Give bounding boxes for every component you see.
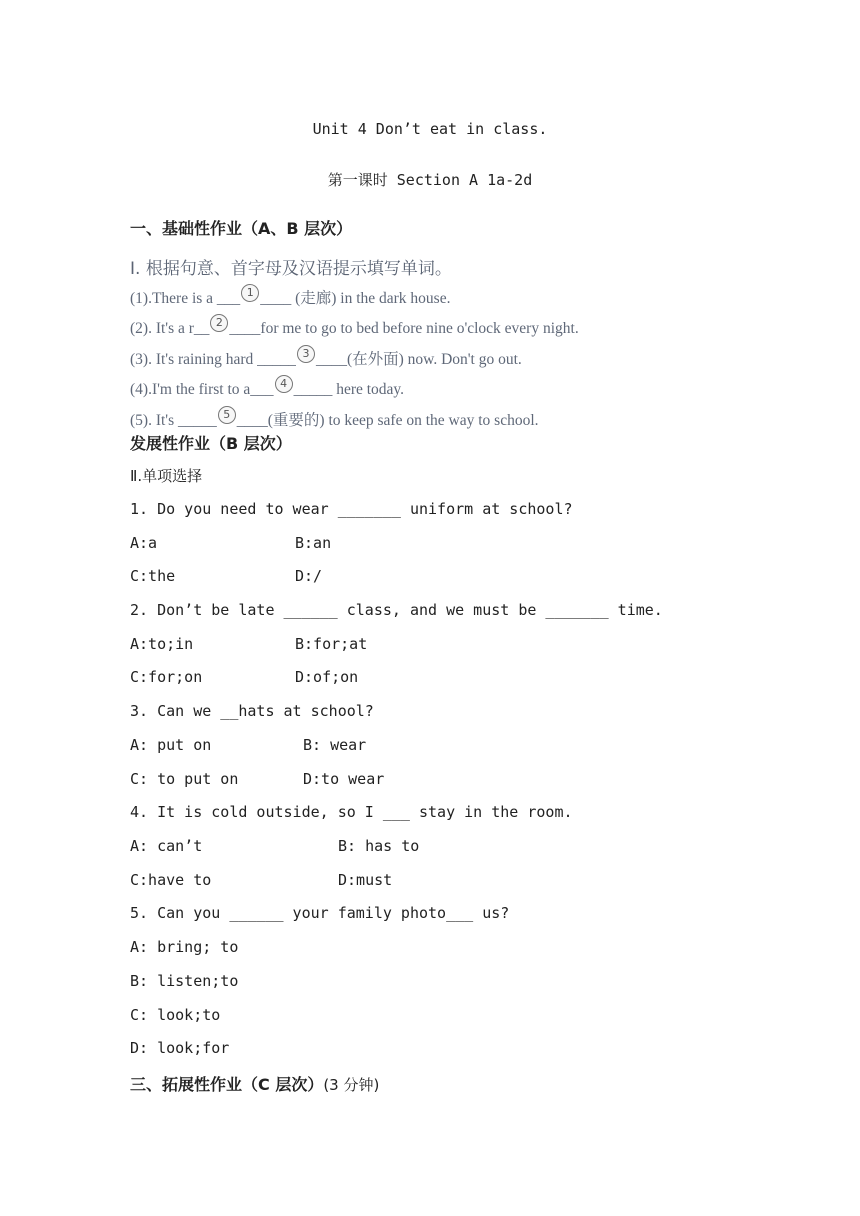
q2-option-d: D:of;on [295,668,359,686]
circled-number-3: 3 [297,345,315,363]
section2-part-title: Ⅱ.单项选择 [130,467,203,485]
q1-option-d: D:/ [295,567,323,585]
question-5: 5. Can you ______ your family photo___ us? [130,904,510,922]
circled-number-4: 4 [275,375,293,393]
q2-option-a: A:to;in [130,635,194,653]
circled-number-1: 1 [241,284,259,302]
q3-option-b: B: wear [303,736,367,754]
fill-item-3 [130,345,522,369]
section2-heading: 发展性作业（B 层次） [130,434,292,453]
circled-number-2: 2 [210,314,228,332]
section1-heading: 一、基础性作业（A、B 层次） [130,219,353,238]
section3-heading-text: 三、拓展性作业（C 层次） [130,1075,324,1094]
q1-option-c: C:the [130,567,176,585]
q3-option-c: C: to put on [130,770,239,788]
q1-option-b: B:an [295,534,332,552]
lesson-title: 第一课时 Section A 1a-2d [327,171,533,189]
fill-item-5-post: ____(重要的) to keep safe on the way to school. [236,412,539,429]
q3-option-a: A: put on [130,736,212,754]
q5-option-c: C: look;to [130,1006,221,1024]
question-2: 2. Don’t be late ______ class, and we must be _______ time. [130,601,663,619]
q4-option-a: A: can’t [130,837,203,855]
circled-number-5: 5 [218,406,236,424]
fill-item-1 [130,284,450,308]
question-3: 3. Can we __hats at school? [130,702,374,720]
section3-time-note: (3 分钟) [323,1076,380,1094]
fill-item-5-pre: (5). It's _____ [130,412,217,429]
fill-item-2 [130,314,579,338]
fill-item-4 [130,375,404,399]
fill-item-4-pre: (4).I'm the first to a___ [130,381,274,398]
section1-part-title: I. 根据句意、首字母及汉语提示填写单词。 [130,259,452,279]
section3-heading [130,1072,379,1095]
fill-item-3-post: ____(在外面) now. Don't go out. [315,351,522,368]
fill-item-1-post: ____ (走廊) in the dark house. [260,290,451,307]
question-4: 4. It is cold outside, so I ___ stay in the room. [130,803,573,821]
q3-option-d: D:to wear [303,770,385,788]
fill-item-4-post: _____ here today. [293,381,405,398]
fill-item-5 [130,406,539,430]
q4-option-c: C:have to [130,871,212,889]
q5-option-d: D: look;for [130,1039,230,1057]
fill-item-3-pre: (3). It's raining hard _____ [130,351,296,368]
q4-option-d: D:must [338,871,393,889]
q4-option-b: B: has to [338,837,420,855]
fill-item-1-pre: (1).There is a ___ [130,290,241,307]
q2-option-c: C:for;on [130,668,203,686]
q5-option-b: B: listen;to [130,972,239,990]
q1-option-a: A:a [130,534,158,552]
question-1: 1. Do you need to wear _______ uniform at school? [130,500,573,518]
q5-option-a: A: bring; to [130,938,239,956]
fill-item-2-post: ____for me to go to bed before nine o'clock every night. [229,320,579,337]
fill-item-2-pre: (2). It's a r__ [130,320,210,337]
q2-option-b: B:for;at [295,635,368,653]
unit-title: Unit 4 Don’t eat in class. [312,120,548,138]
